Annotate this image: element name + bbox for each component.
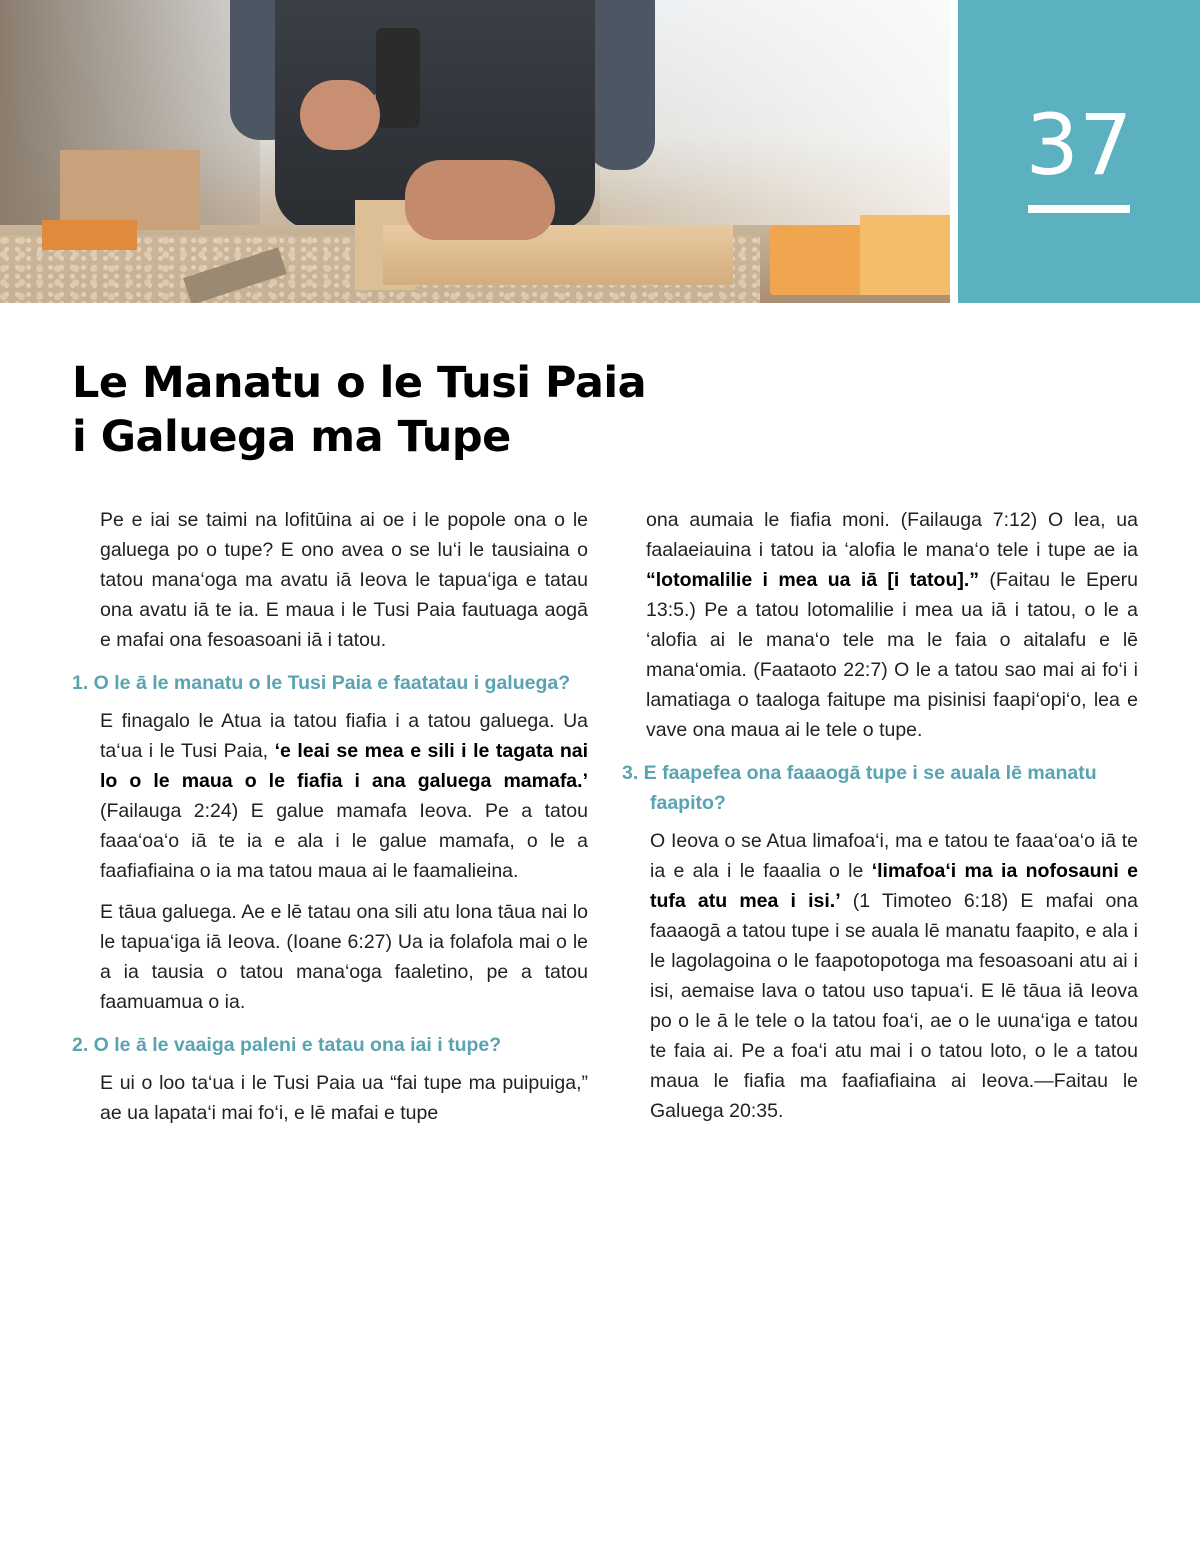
hero-photo — [0, 0, 950, 303]
chapter-number: 37 — [1025, 96, 1133, 194]
section-2-paragraph-start: E ui o loo ta‘ua i le Tusi Paia ua “fai tupe ma puipuiga,” ae ua lapata‘i mai fo‘i, e lē mafai e tupe — [100, 1072, 588, 1124]
page-title-line-2: i Galuega ma Tupe — [72, 412, 511, 462]
question-2: 2. O le ā le vaaiga paleni e tatau ona iai i tupe? — [72, 1034, 502, 1056]
page-title — [72, 356, 772, 464]
page-title-line-1: Le Manatu o le Tusi Paia — [72, 358, 647, 408]
question-3: 3. E faapefea ona faaaogā tupe i se auala lē manatu faapito? — [622, 762, 1097, 814]
section-1-paragraph-2: E tāua galuega. Ae e lē tatau ona sili atu lona tāua nai lo le tapua‘iga iā Ieova. (Ioane 6:27) Ua ia folafola mai o le a ia tausia o tatou mana‘oga faaletino, pe a tatou faamuamua o ia. — [100, 901, 588, 1013]
scripture-quote: ‘limafoa‘i ma ia nofosauni e tufa atu mea i isi.’ — [650, 860, 1138, 912]
section-2-paragraph-continued: ona aumaia le fiafia moni. (Failauga 7:12) O lea, ua faalaeiauina i tatou ia ‘alofia le mana‘o tele i tupe ae ia “lotomalilie i mea ua iā [i tatou].” (Faitau le Eperu 13:5.) Pe a tatou lotomalilie i mea ua iā i tatou, o le a ‘alofia ai le mana‘o tele ma le faia o aitalafu e lē mana‘omia. (Faataoto 22:7) O le a tatou sao mai ai fo‘i i lamatiaga o taaloga faitupe ma pisinisi faapi‘opi‘o, lea e vave ona maua ai le tele o tupe. — [646, 509, 1139, 741]
left-column — [72, 505, 588, 1139]
question-1: 1. O le ā le manatu o le Tusi Paia e faatatau i galuega? — [72, 672, 571, 694]
scripture-quote: “lotomalilie i mea ua iā [i tatou].” — [646, 569, 980, 591]
section-3-paragraph-1: O Ieova o se Atua limafoa‘i, ma e tatou te faaa‘oa‘o iā te ia e ala i le faaalia o le ‘limafoa‘i ma ia nofosauni e tufa atu mea i isi.’ (1 Timoteo 6:18) E mafai ona faaaogā a tatou tupe i se auala lē manatu faapito, e ala i le lagolagoina o le faapotopotoga ma fesoasoani atu ai i isi, aemaise lava o tatou uso tapua‘i. E lē tāua iā Ieova po o le ā le tele o la tatou foa‘i, ae o le uuna‘iga e tatou te faia ai. Pe a foa‘i atu mai i o tatou loto, o le a tatou maua le fiafia ma faafiafiaina ai Ieova.—Faitau le Galuega 20:35. — [650, 830, 1138, 1122]
intro-paragraph: Pe e iai se taimi na lofitūina ai oe i le popole ona o le galuega po o tupe? E ono avea o se lu‘i le tausiaina o tatou mana‘oga ma avatu iā Ieova le tapua‘iga e tatau ona avatu iā te ia. E maua i le Tusi Paia fautuaga aogā e mafai ona fesoasoani iā i tatou. — [100, 509, 588, 651]
section-1-paragraph-1: E finagalo le Atua ia tatou fiafia i a tatou galuega. Ua ta‘ua i le Tusi Paia, ‘e leai se mea e sili i le tagata nai lo o le maua o le fiafia i ana galuega mamafa.’ (Failauga 2:24) E galue mamafa Ieova. Pe a tatou faaa‘oa‘o iā te ia e ala i le galue mamafa, o le a faafiafiaina o ia ma tatou maua ai le faamalieina. — [100, 710, 589, 882]
chapter-underline — [1028, 205, 1130, 213]
chapter-number-panel — [958, 0, 1200, 303]
right-column — [622, 505, 1138, 1137]
scripture-quote: ‘e leai se mea e sili i le tagata nai lo o le maua o le fiafia i ana galuega mamafa.’ — [100, 740, 589, 792]
